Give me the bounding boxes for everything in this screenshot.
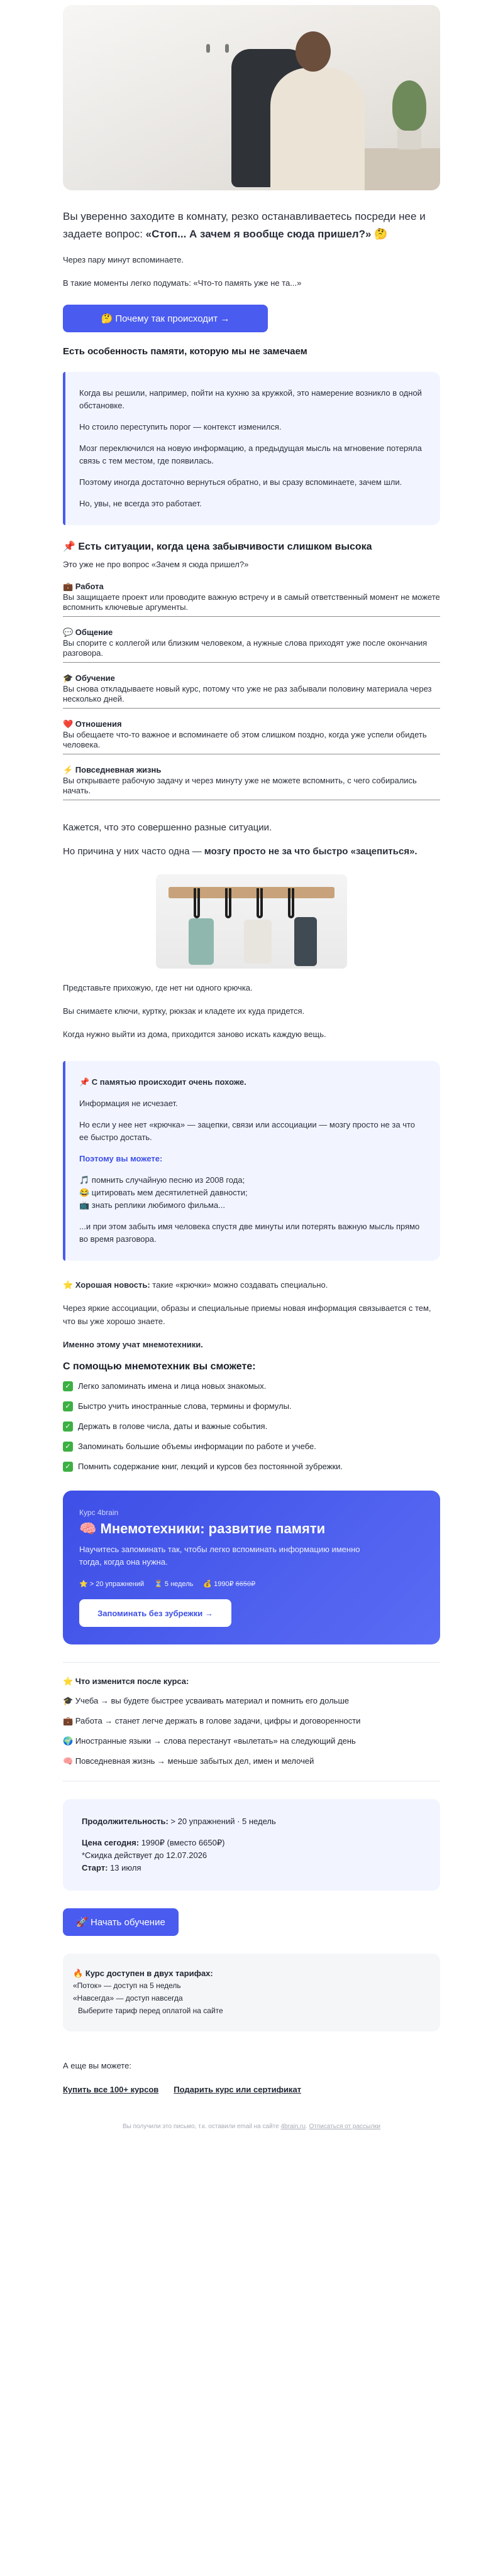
situations-list bbox=[63, 581, 440, 800]
discount-note: *Скидка действует до 12.07.2026 bbox=[82, 1850, 207, 1860]
current-price: 💰 1990₽ bbox=[203, 1580, 234, 1588]
situation-desc: Вы спорите с коллегой или близким человеком, а нужные слова приходят уже после окончания разговора. bbox=[63, 638, 440, 663]
wall-hook-icon bbox=[225, 44, 229, 53]
situation-heading: 💬 Общение bbox=[63, 628, 113, 637]
list-item bbox=[63, 764, 440, 800]
card2-title: 📌 С памятью происходит очень похоже. bbox=[79, 1077, 246, 1087]
situation-heading: 🎓 Обучение bbox=[63, 673, 115, 683]
exercises-count: ⭐ > 20 упражнений bbox=[79, 1580, 145, 1588]
mid-p2: Вы снимаете ключи, куртку, рюкзак и кладете их куда придется. bbox=[63, 1006, 305, 1016]
start-learning-button[interactable]: 🚀 Начать обучение bbox=[63, 1908, 179, 1936]
start-label: Старт: bbox=[82, 1863, 108, 1872]
hero-image bbox=[63, 5, 440, 190]
wall-hook-icon bbox=[206, 44, 210, 53]
list-item bbox=[63, 1400, 440, 1413]
list-item bbox=[63, 1420, 440, 1433]
intro-lead-text: Вы уверенно заходите в комнату, резко останавливаетесь посреди нее и задаете вопрос: bbox=[63, 210, 426, 240]
promo-subtitle: Научитесь запоминать так, чтобы легко вспоминать информацию именно тогда, когда она нужна. bbox=[79, 1545, 360, 1567]
list-item: «Навсегда» — доступ навсегда bbox=[73, 1994, 183, 2003]
list-item: 🌍 Иностранные языки → слова перестанут «вылетать» на следующий день bbox=[63, 1736, 356, 1746]
benefit-text: Запоминать большие объемы информации по работе и учебе. bbox=[78, 1442, 316, 1451]
intro-lead-bold: «Стоп... А зачем я вообще сюда пришел?» bbox=[145, 228, 372, 240]
good-news bbox=[63, 1278, 440, 1291]
list-item bbox=[63, 1440, 440, 1453]
tariff-card bbox=[63, 1954, 440, 2031]
gift-course-link[interactable]: Подарить курс или сертификат bbox=[174, 2085, 302, 2094]
mid-p3: Когда нужно выйти из дома, приходится заново искать каждую вещь. bbox=[63, 1030, 326, 1039]
price-value: 1990₽ (вместо 6650₽) bbox=[139, 1838, 225, 1847]
site-link[interactable]: 4brain.ru bbox=[280, 2123, 306, 2130]
benefit-text: Быстро учить иностранные слова, термины и формулы. bbox=[78, 1401, 292, 1411]
section2-sub: Это уже не про вопрос «Зачем я сюда пришел?» bbox=[63, 560, 249, 569]
list-item bbox=[63, 719, 440, 754]
situation-desc: Вы снова откладываете новый курс, потому что уже не раз забывали половину материала через несколько дней. bbox=[63, 684, 440, 709]
memory-card bbox=[63, 372, 440, 525]
course-info-card bbox=[63, 1799, 440, 1891]
card2-p2: Но если у нее нет «крючка» — зацепки, связи или ассоциации — мозгу просто не за что ее быстро достать. bbox=[79, 1120, 416, 1142]
good-p2: Именно этому учат мнемотехники. bbox=[63, 1340, 203, 1349]
mid-lead2-text: Но причина у них часто одна — bbox=[63, 846, 204, 857]
list-item bbox=[63, 673, 440, 709]
tariff-title: 🔥 Курс доступен в двух тарифах: bbox=[73, 1969, 213, 1978]
check-icon: ✓ bbox=[63, 1421, 73, 1432]
check-icon: ✓ bbox=[63, 1462, 73, 1472]
mid-lead2 bbox=[63, 844, 440, 859]
intro-p2: В такие моменты легко подумать: «Что-то память уже не та...» bbox=[63, 278, 302, 288]
changes-section bbox=[63, 1662, 440, 1781]
list-item: 😂 цитировать мем десятилетней давности; bbox=[79, 1188, 248, 1197]
list-item bbox=[63, 1460, 440, 1473]
situation-heading: ⚡ Повседневная жизнь bbox=[63, 765, 162, 774]
why-button[interactable]: 🤔 Почему так происходит → bbox=[63, 305, 268, 332]
memory-card-p4: Поэтому иногда достаточно вернуться обратно, и вы сразу вспоминаете, зачем шли. bbox=[79, 477, 402, 487]
benefit-text: Помнить содержание книг, лекций и курсов без постоянной зубрежки. bbox=[78, 1462, 343, 1471]
situation-heading: ❤️ Отношения bbox=[63, 719, 122, 729]
duration-value: > 20 упражнений · 5 недель bbox=[168, 1817, 276, 1826]
list-item: 🎵 помнить случайную песню из 2008 года; bbox=[79, 1175, 245, 1185]
price-line bbox=[82, 1837, 421, 1849]
good-news-label: ⭐ Хорошая новость: bbox=[63, 1280, 150, 1290]
memorize-button[interactable]: Запоминать без зубрежки → bbox=[79, 1599, 231, 1627]
situation-desc: Вы открываете рабочую задачу и через минуту уже не можете вспомнить, с чего собирались начать. bbox=[63, 776, 440, 800]
old-price: 6650₽ bbox=[235, 1580, 256, 1588]
section1-title: Есть особенность памяти, которую мы не замечаем bbox=[63, 346, 307, 357]
good-news-text: такие «крючки» можно создавать специально. bbox=[150, 1280, 328, 1290]
check-icon: ✓ bbox=[63, 1442, 73, 1452]
situation-desc: Вы обещаете что-то важное и вспоминаете об этом слишком поздно, когда уже успели обидеть человека. bbox=[63, 730, 440, 754]
duration: ⏳ 5 недель bbox=[154, 1580, 194, 1588]
section2-title: 📌 Есть ситуации, когда цена забывчивости слишком высока bbox=[63, 541, 372, 552]
mid-lead2-bold: мозгу просто не за что быстро «зацепиться». bbox=[204, 846, 417, 857]
benefit-text: Держать в голове числа, даты и важные события. bbox=[78, 1421, 268, 1431]
situation-desc: Вы защищаете проект или проводите важную встречу и в самый ответственный момент не можете вспомнить ключевые аргументы. bbox=[63, 592, 440, 617]
footer-separator: . bbox=[305, 2123, 309, 2130]
price-label: Цена сегодня: bbox=[82, 1838, 140, 1847]
duration-line bbox=[82, 1815, 421, 1828]
intro-lead bbox=[63, 208, 440, 243]
duration-label: Продолжительность: bbox=[82, 1817, 169, 1826]
card2-p1: Информация не исчезает. bbox=[79, 1099, 178, 1108]
person-shape bbox=[270, 68, 365, 190]
benefits-title: С помощью мнемотехник вы сможете: bbox=[63, 1361, 256, 1372]
memory-card-p2: Но стоило переступить порог — контекст изменился. bbox=[79, 422, 282, 432]
list-item: 🎓 Учеба → вы будете быстрее усваивать материал и помнить его дольше bbox=[63, 1696, 350, 1705]
course-promo-card bbox=[63, 1491, 440, 1644]
check-icon: ✓ bbox=[63, 1401, 73, 1411]
unsubscribe-link[interactable]: Отписаться от рассылки bbox=[309, 2123, 380, 2130]
memory-card-p1: Когда вы решили, например, пойти на кухню за кружкой, это намерение возникло в одной обстановке. bbox=[79, 388, 422, 410]
memory-hooks-card bbox=[63, 1061, 440, 1261]
list-item bbox=[63, 1380, 440, 1393]
start-line bbox=[82, 1862, 421, 1874]
list-item: «Поток» — доступ на 5 недель bbox=[73, 1981, 181, 1990]
mid-lead1: Кажется, что это совершенно разные ситуации. bbox=[63, 822, 272, 833]
intro-p1: Через пару минут вспоминаете. bbox=[63, 255, 184, 264]
promo-kicker: Курс 4brain bbox=[79, 1508, 119, 1517]
coat-hooks-image bbox=[156, 874, 347, 969]
list-item bbox=[63, 581, 440, 617]
plant-shape bbox=[392, 80, 426, 131]
list-item: 💼 Работа → станет легче держать в голове задачи, цифры и договоренности bbox=[63, 1716, 361, 1725]
card2-list bbox=[79, 1174, 424, 1212]
card2-sub: Поэтому вы можете: bbox=[79, 1154, 163, 1163]
more-links bbox=[63, 2085, 440, 2094]
memory-card-p5: Но, увы, не всегда это работает. bbox=[79, 499, 202, 508]
situation-heading: 💼 Работа bbox=[63, 582, 104, 591]
good-p1: Через яркие ассоциации, образы и специальные приемы новая информация связывается с тем, что вы уже хорошо знаете. bbox=[63, 1303, 431, 1326]
mid-p1: Представьте прихожую, где нет ни одного крючка. bbox=[63, 983, 253, 992]
list-item: 🧠 Повседневная жизнь → меньше забытых дел, имен и мелочей bbox=[63, 1756, 314, 1766]
buy-all-courses-link[interactable]: Купить все 100+ курсов bbox=[63, 2085, 159, 2094]
start-value: 13 июля bbox=[108, 1863, 141, 1872]
more-label: А еще вы можете: bbox=[63, 2061, 131, 2070]
promo-meta bbox=[79, 1580, 424, 1588]
memory-card-p3: Мозг переключился на новую информацию, а предыдущая мысль на мгновение потеряла связь с тем местом, где появилась. bbox=[79, 443, 422, 465]
card2-p3: ...и при этом забыть имя человека спустя две минуты или потерять важную мысль прямо во время разговора. bbox=[79, 1222, 420, 1244]
price bbox=[203, 1580, 255, 1588]
benefits-list bbox=[63, 1380, 440, 1473]
person-head-shape bbox=[296, 31, 331, 72]
footer-text: Вы получили это письмо, т.к. оставили email на сайте bbox=[122, 2123, 281, 2130]
thinking-face-icon: 🤔 bbox=[374, 228, 388, 240]
promo-title: 🧠 Мнемотехники: развитие памяти bbox=[79, 1521, 326, 1536]
benefit-text: Легко запоминать имена и лица новых знакомых. bbox=[78, 1381, 267, 1391]
list-item bbox=[63, 627, 440, 663]
check-icon: ✓ bbox=[63, 1381, 73, 1391]
tariff-note: Выберите тариф перед оплатой на сайте bbox=[78, 2006, 223, 2015]
changes-title: ⭐ Что изменится после курса: bbox=[63, 1677, 189, 1686]
footer bbox=[63, 2123, 440, 2130]
list-item: 📺 знать реплики любимого фильма... bbox=[79, 1200, 225, 1210]
